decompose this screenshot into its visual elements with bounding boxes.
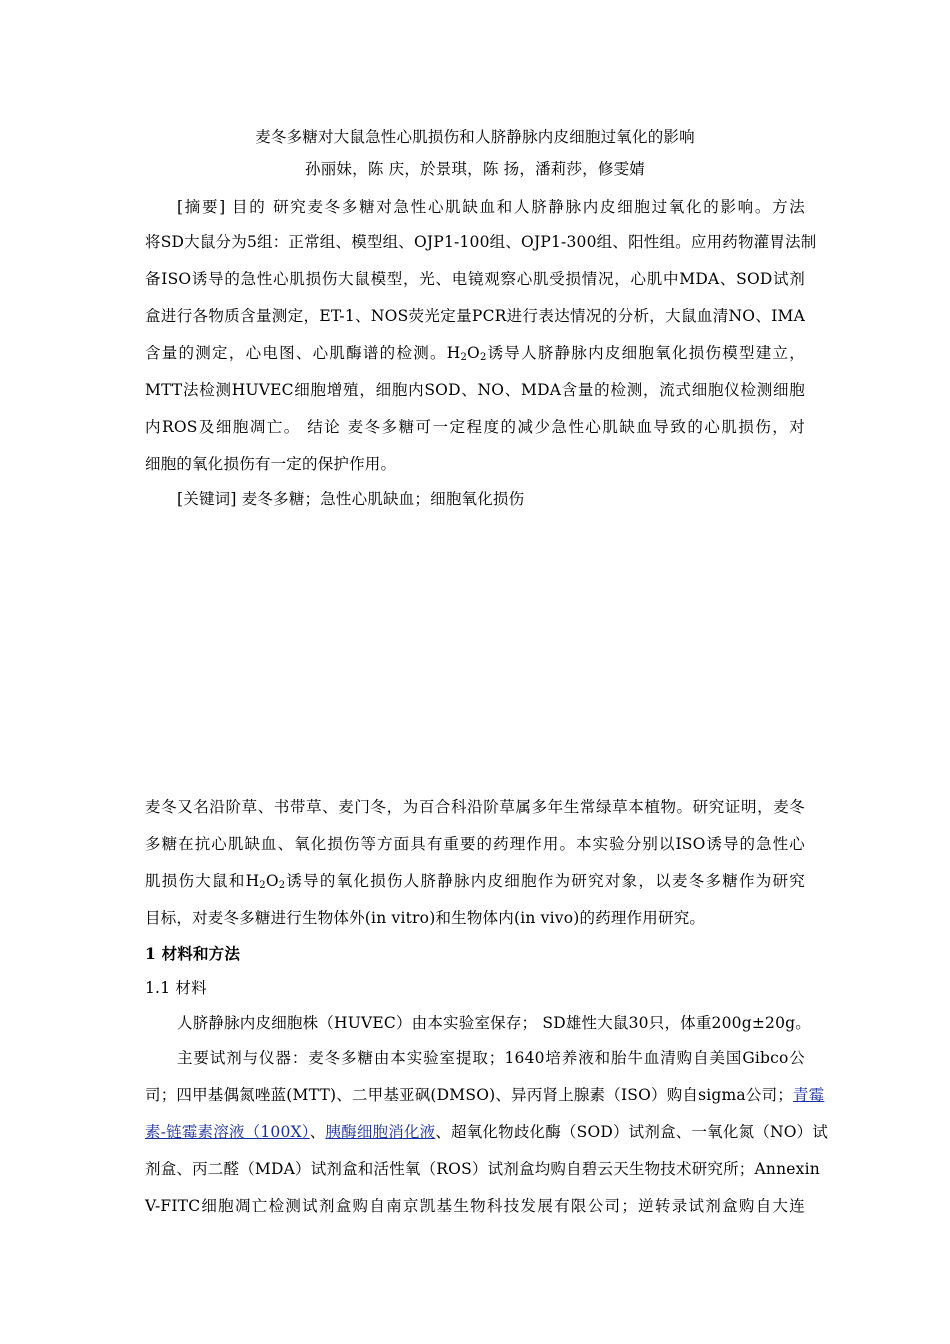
materials-line-3-b: 、超氧化物歧化酶（SOD）试剂盒、一氧化氮（NO）试 (435, 1123, 829, 1141)
penicillin-streptomycin-link-cont[interactable]: 素-链霉素溶液（100X） (145, 1123, 310, 1141)
abstract-line-1: [摘要] 目的 研究麦冬多糖对急性心肌缺血和人脐静脉内皮细胞过氧化的影响。方法 (177, 198, 805, 216)
subscript: 2 (479, 352, 487, 363)
author-list: 孙丽妹，陈 庆，於景琪，陈 扬，潘莉莎，修雯婧 (305, 160, 645, 178)
materials-line-5: V-FITC细胞凋亡检测试剂盒购自南京凯基生物科技发展有限公司；逆转录试剂盒购自大连 (145, 1197, 805, 1215)
subscript: 2 (460, 352, 468, 363)
materials-line-1: 主要试剂与仪器：麦冬多糖由本实验室提取；1640培养液和胎牛血清购自美国Gibco公 (177, 1049, 805, 1067)
intro-line-3-b: O (265, 872, 279, 890)
abstract-line-5-a: 含量的测定，心电图、心肌酶谱的检测。H (145, 344, 461, 362)
paper-title: 麦冬多糖对大鼠急性心肌损伤和人脐静脉内皮细胞过氧化的影响 (255, 128, 695, 146)
abstract-line-2: 将SD大鼠分为5组：正常组、模型组、OJP1-100组、OJP1-300组、阳性组。应用药物灌胃法制 (145, 233, 817, 251)
keywords: [关键词] 麦冬多糖；急性心肌缺血；细胞氧化损伤 (177, 490, 525, 508)
intro-line-1: 麦冬又名沿阶草、书带草、麦门冬，为百合科沿阶草属多年生常绿草本植物。研究证明，麦冬 (145, 798, 805, 816)
abstract-line-5-b: O (467, 344, 480, 362)
abstract-line-4: 盒进行各物质含量测定，ET-1、NOS荧光定量PCR进行表达情况的分析，大鼠血清NO、IMA (145, 307, 805, 325)
subscript: 2 (259, 880, 266, 891)
intro-line-2: 多糖在抗心肌缺血、氧化损伤等方面具有重要的药理作用。本实验分别以ISO诱导的急性心 (145, 835, 805, 853)
abstract-line-5 (145, 342, 805, 364)
penicillin-streptomycin-link[interactable]: 青霉 (792, 1086, 825, 1104)
abstract-line-7: 内ROS及细胞凋亡。 结论 麦冬多糖可一定程度的减少急性心肌缺血导致的心肌损伤，对 (145, 418, 805, 436)
intro-line-3-c: 诱导的氧化损伤人脐静脉内皮细胞作为研究对象，以麦冬多糖作为研究 (285, 872, 805, 890)
intro-line-3-a: 肌损伤大鼠和H (145, 872, 260, 890)
abstract-line-8: 细胞的氧化损伤有一定的保护作用。 (145, 455, 397, 473)
trypsin-digestion-link[interactable]: 胰酶细胞消化液 (325, 1123, 436, 1141)
materials-line-3 (145, 1121, 829, 1143)
separator: 、 (309, 1123, 326, 1141)
subsection-heading: 1.1 材料 (145, 979, 207, 997)
abstract-line-5-c: 诱导人脐静脉内皮细胞氧化损伤模型建立， (486, 344, 805, 362)
intro-line-4: 目标，对麦冬多糖进行生物体外(in vitro)和生物体内(in vivo)的药理作用研究。 (145, 909, 706, 927)
section-heading: 1 材料和方法 (145, 944, 241, 963)
materials-para-1: 人脐静脉内皮细胞株（HUVEC）由本实验室保存； SD雄性大鼠30只，体重200g±20g。 (177, 1014, 811, 1032)
intro-line-3 (145, 870, 805, 892)
materials-line-2 (145, 1084, 825, 1106)
abstract-line-6: MTT法检测HUVEC细胞增殖，细胞内SOD、NO、MDA含量的检测，流式细胞仪检测细胞 (145, 381, 805, 399)
materials-line-4: 剂盒、丙二醛（MDA）试剂盒和活性氧（ROS）试剂盒均购自碧云天生物技术研究所；Annexin (145, 1160, 820, 1178)
materials-line-2-a: 司；四甲基偶氮唑蓝(MTT)、二甲基亚砜(DMSO)、异丙肾上腺素（ISO）购自sigma公司； (145, 1086, 793, 1104)
subscript: 2 (278, 880, 286, 891)
abstract-line-3: 备ISO诱导的急性心肌损伤大鼠模型，光、电镜观察心肌受损情况，心肌中MDA、SOD试剂 (145, 270, 805, 288)
